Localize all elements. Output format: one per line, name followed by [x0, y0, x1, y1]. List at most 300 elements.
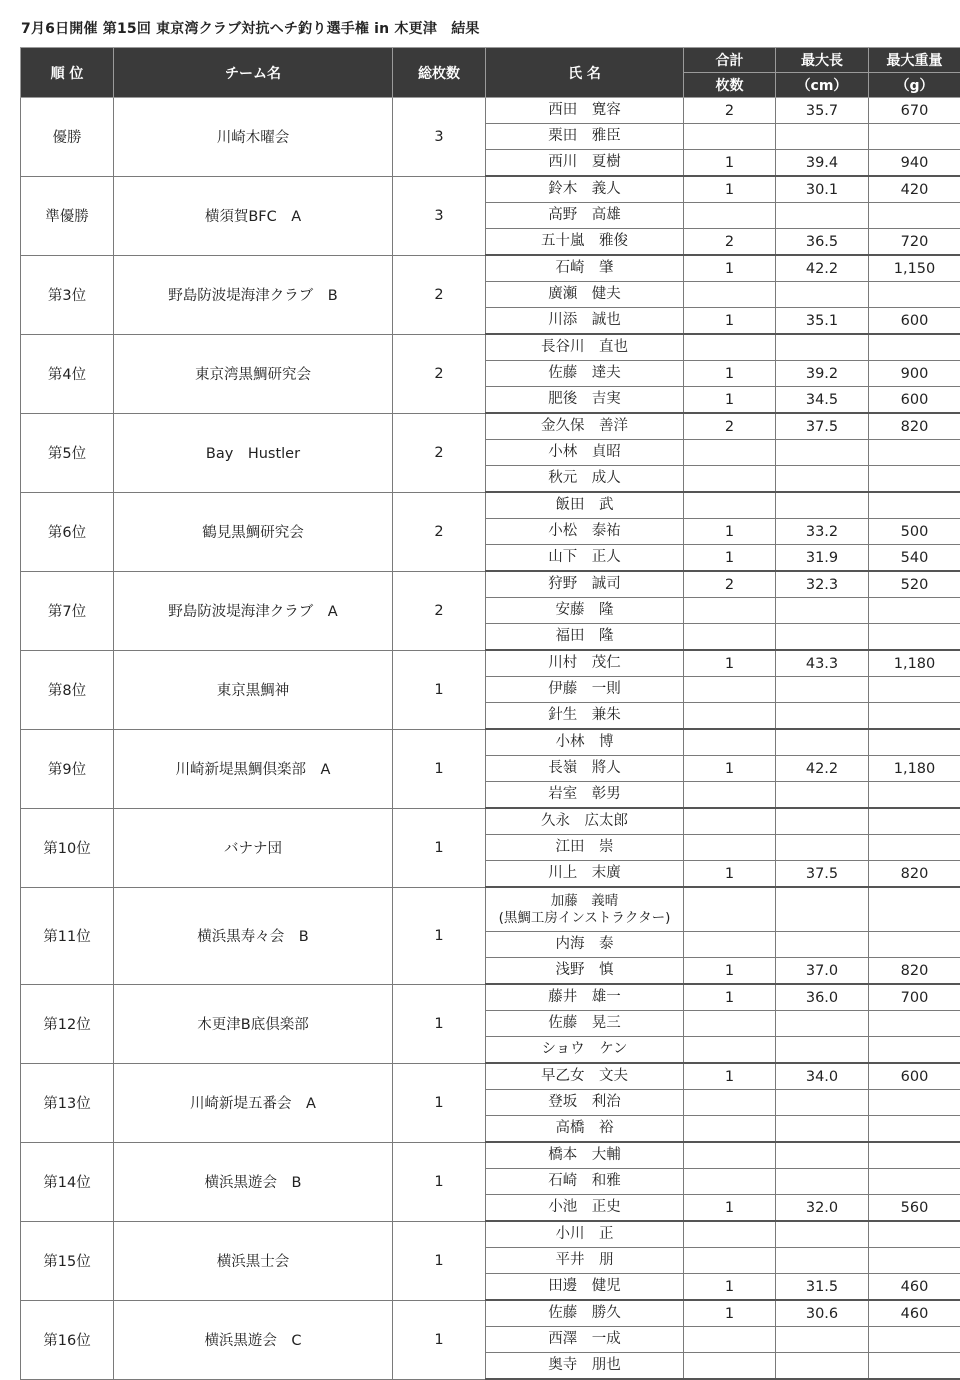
member-max-weight: 940 — [869, 150, 960, 177]
member-name: 藤井 雄一 — [548, 989, 621, 1005]
member-cell — [486, 729, 684, 756]
member-max-length — [776, 835, 869, 861]
member-max-length — [776, 782, 869, 809]
member-max-length — [776, 1353, 869, 1380]
team-name: 横浜黒士会 — [114, 1221, 393, 1300]
team-total: 1 — [393, 650, 486, 729]
table-row — [21, 98, 960, 124]
member-count: 2 — [684, 413, 776, 440]
member-name: 西川 夏樹 — [548, 154, 621, 170]
team-total: 1 — [393, 1221, 486, 1300]
team-rank: 第13位 — [21, 1063, 114, 1142]
member-count: 1 — [684, 545, 776, 572]
member-count: 1 — [684, 1300, 776, 1327]
member-name: 肥後 吉実 — [548, 391, 621, 407]
member-cell — [486, 255, 684, 282]
member-cell — [486, 677, 684, 703]
member-max-length: 37.5 — [776, 861, 869, 888]
team-total: 1 — [393, 1300, 486, 1379]
member-count — [684, 729, 776, 756]
member-count: 1 — [684, 984, 776, 1011]
member-cell — [486, 545, 684, 572]
member-max-weight — [869, 932, 960, 958]
member-count — [684, 334, 776, 361]
member-max-weight — [869, 1248, 960, 1274]
team-name: 東京湾黒鯛研究会 — [114, 334, 393, 413]
member-cell — [486, 756, 684, 782]
member-max-weight — [869, 1142, 960, 1169]
member-max-weight — [869, 282, 960, 308]
team-rank: 第9位 — [21, 729, 114, 808]
member-name: ショウ ケン — [542, 1041, 628, 1057]
member-count — [684, 1169, 776, 1195]
member-name: 平井 朋 — [556, 1252, 614, 1268]
member-count — [684, 808, 776, 835]
header-weight-top: 最大重量 — [869, 48, 960, 73]
team-total: 1 — [393, 1142, 486, 1221]
member-name: 小林 博 — [556, 734, 614, 750]
table-body — [21, 98, 960, 1380]
member-name: 栗田 雅臣 — [548, 128, 621, 144]
member-cell — [486, 835, 684, 861]
team-total: 2 — [393, 492, 486, 571]
member-count — [684, 1090, 776, 1116]
member-name: 早乙女 文夫 — [541, 1068, 628, 1084]
member-max-weight — [869, 1327, 960, 1353]
member-max-length: 35.1 — [776, 308, 869, 335]
member-max-weight — [869, 677, 960, 703]
member-count: 1 — [684, 861, 776, 888]
member-max-length — [776, 1221, 869, 1248]
member-max-weight — [869, 492, 960, 519]
member-note: (黒鯛工房インストラクター) — [486, 910, 683, 927]
member-max-weight — [869, 782, 960, 809]
member-max-length — [776, 334, 869, 361]
header-length-bottom: （cm） — [776, 73, 869, 98]
team-name: 横須賀BFC A — [114, 176, 393, 255]
member-cell — [486, 413, 684, 440]
member-max-length — [776, 729, 869, 756]
member-max-length — [776, 1169, 869, 1195]
member-count: 1 — [684, 308, 776, 335]
member-cell — [486, 361, 684, 387]
table-row — [21, 808, 960, 835]
table-row — [21, 571, 960, 598]
member-max-weight: 540 — [869, 545, 960, 572]
member-cell — [486, 887, 684, 932]
member-count — [684, 466, 776, 493]
member-name: 田邊 健児 — [548, 1278, 621, 1294]
member-cell — [486, 703, 684, 730]
table-header — [21, 48, 960, 98]
member-max-weight: 500 — [869, 519, 960, 545]
member-cell — [486, 282, 684, 308]
team-rank: 準優勝 — [21, 176, 114, 255]
member-max-length — [776, 1116, 869, 1143]
team-rank: 第5位 — [21, 413, 114, 492]
member-count — [684, 440, 776, 466]
member-name: 小林 貞昭 — [548, 444, 621, 460]
team-rank: 第7位 — [21, 571, 114, 650]
member-count — [684, 624, 776, 651]
member-name: 伊藤 一則 — [548, 681, 621, 697]
member-max-length: 31.5 — [776, 1274, 869, 1301]
team-name: 横浜黒遊会 C — [114, 1300, 393, 1379]
member-count — [684, 703, 776, 730]
member-count: 1 — [684, 1063, 776, 1090]
member-name: 山下 正人 — [548, 549, 621, 565]
table-row — [21, 255, 960, 282]
member-count — [684, 677, 776, 703]
member-name: 廣瀬 健夫 — [548, 286, 621, 302]
member-count — [684, 1116, 776, 1143]
member-name: 西澤 一成 — [548, 1331, 621, 1347]
member-max-weight: 720 — [869, 229, 960, 256]
member-count — [684, 1327, 776, 1353]
member-count — [684, 1037, 776, 1064]
header-count-bottom: 枚数 — [684, 73, 776, 98]
header-rank: 順 位 — [21, 48, 114, 98]
member-max-weight: 820 — [869, 958, 960, 985]
member-max-weight: 1,150 — [869, 255, 960, 282]
header-total: 総枚数 — [393, 48, 486, 98]
member-max-length — [776, 492, 869, 519]
member-name: 福田 隆 — [556, 628, 614, 644]
team-name: 野島防波堤海津クラブ B — [114, 255, 393, 334]
member-cell — [486, 1195, 684, 1222]
member-max-weight — [869, 1169, 960, 1195]
member-cell — [486, 958, 684, 985]
table-row — [21, 492, 960, 519]
team-total: 1 — [393, 984, 486, 1063]
member-max-length — [776, 1011, 869, 1037]
member-max-weight — [869, 1221, 960, 1248]
member-cell — [486, 1169, 684, 1195]
team-name: バナナ団 — [114, 808, 393, 887]
member-count — [684, 932, 776, 958]
member-cell — [486, 861, 684, 888]
member-count: 1 — [684, 756, 776, 782]
member-count: 1 — [684, 176, 776, 203]
member-max-weight — [869, 1037, 960, 1064]
member-name: 佐藤 晃三 — [548, 1015, 621, 1031]
member-name: 石崎 和雅 — [548, 1173, 621, 1189]
member-name: 高野 高雄 — [548, 207, 621, 223]
member-cell — [486, 624, 684, 651]
header-team: チーム名 — [114, 48, 393, 98]
team-total: 3 — [393, 176, 486, 255]
member-max-length: 34.5 — [776, 387, 869, 414]
member-cell — [486, 571, 684, 598]
member-cell — [486, 519, 684, 545]
member-cell — [486, 98, 684, 124]
member-name: 安藤 隆 — [556, 602, 614, 618]
member-name: 川村 茂仁 — [548, 655, 621, 671]
member-count: 1 — [684, 958, 776, 985]
member-cell — [486, 932, 684, 958]
member-count — [684, 492, 776, 519]
member-cell — [486, 203, 684, 229]
member-max-weight — [869, 1090, 960, 1116]
team-total: 1 — [393, 887, 486, 984]
member-name: 小池 正史 — [548, 1199, 621, 1215]
member-name: 石崎 肇 — [556, 260, 614, 276]
member-max-weight — [869, 835, 960, 861]
member-count — [684, 1248, 776, 1274]
team-total: 3 — [393, 98, 486, 177]
header-length-top: 最大長 — [776, 48, 869, 73]
member-name: 佐藤 達夫 — [548, 365, 621, 381]
member-max-length — [776, 1142, 869, 1169]
member-max-weight — [869, 624, 960, 651]
member-max-weight: 460 — [869, 1300, 960, 1327]
member-count — [684, 1353, 776, 1380]
team-rank: 第8位 — [21, 650, 114, 729]
member-max-weight: 600 — [869, 387, 960, 414]
member-max-weight — [869, 1011, 960, 1037]
member-max-length — [776, 1248, 869, 1274]
member-max-length: 32.3 — [776, 571, 869, 598]
member-name: 佐藤 勝久 — [548, 1305, 621, 1321]
member-max-length — [776, 677, 869, 703]
member-cell — [486, 598, 684, 624]
member-name: 金久保 善洋 — [541, 418, 628, 434]
team-name: 野島防波堤海津クラブ A — [114, 571, 393, 650]
member-max-length: 42.2 — [776, 255, 869, 282]
member-count — [684, 782, 776, 809]
member-max-weight: 700 — [869, 984, 960, 1011]
member-max-weight: 460 — [869, 1274, 960, 1301]
member-cell — [486, 308, 684, 335]
member-count: 1 — [684, 650, 776, 677]
member-cell — [486, 334, 684, 361]
member-name: 長嶺 將人 — [548, 760, 621, 776]
table-row — [21, 1300, 960, 1327]
member-count — [684, 598, 776, 624]
member-name: 奥寺 朋也 — [548, 1357, 621, 1373]
member-cell — [486, 492, 684, 519]
table-row — [21, 1221, 960, 1248]
member-max-weight: 600 — [869, 1063, 960, 1090]
member-cell — [486, 440, 684, 466]
member-max-length: 30.6 — [776, 1300, 869, 1327]
team-rank: 優勝 — [21, 98, 114, 177]
member-max-length — [776, 598, 869, 624]
member-cell — [486, 1011, 684, 1037]
member-max-weight: 820 — [869, 861, 960, 888]
team-name: 川崎木曜会 — [114, 98, 393, 177]
member-max-weight — [869, 1353, 960, 1380]
team-rank: 第14位 — [21, 1142, 114, 1221]
member-max-length — [776, 932, 869, 958]
table-row — [21, 334, 960, 361]
member-cell — [486, 1116, 684, 1143]
table-row — [21, 413, 960, 440]
team-name: 川崎新堤五番会 A — [114, 1063, 393, 1142]
member-cell — [486, 124, 684, 150]
member-max-length: 37.5 — [776, 413, 869, 440]
member-max-weight — [869, 1116, 960, 1143]
member-max-length — [776, 203, 869, 229]
member-count — [684, 1221, 776, 1248]
member-name: 久永 広太郎 — [541, 813, 628, 829]
table-row — [21, 176, 960, 203]
member-count — [684, 282, 776, 308]
team-total: 1 — [393, 729, 486, 808]
member-name: 小松 泰祐 — [548, 523, 621, 539]
member-count — [684, 835, 776, 861]
member-count: 1 — [684, 150, 776, 177]
member-cell — [486, 1300, 684, 1327]
member-max-length: 33.2 — [776, 519, 869, 545]
header-weight-bottom: （g） — [869, 73, 960, 98]
member-max-weight: 420 — [869, 176, 960, 203]
member-max-weight: 820 — [869, 413, 960, 440]
member-max-weight — [869, 334, 960, 361]
member-name: 狩野 誠司 — [548, 576, 621, 592]
table-row — [21, 729, 960, 756]
member-max-length — [776, 440, 869, 466]
header-name: 氏 名 — [486, 48, 684, 98]
member-count — [684, 124, 776, 150]
member-max-length: 31.9 — [776, 545, 869, 572]
member-cell — [486, 650, 684, 677]
member-name: 長谷川 直也 — [541, 339, 628, 355]
member-cell — [486, 1248, 684, 1274]
member-max-length: 39.4 — [776, 150, 869, 177]
member-cell — [486, 1353, 684, 1380]
member-max-length — [776, 282, 869, 308]
member-name: 登坂 利治 — [548, 1094, 621, 1110]
member-max-length: 30.1 — [776, 176, 869, 203]
table-row — [21, 887, 960, 932]
team-rank: 第3位 — [21, 255, 114, 334]
member-name: 針生 兼朱 — [548, 707, 621, 723]
member-cell — [486, 808, 684, 835]
member-cell — [486, 1327, 684, 1353]
member-count: 1 — [684, 1195, 776, 1222]
member-max-weight: 600 — [869, 308, 960, 335]
member-max-length: 43.3 — [776, 650, 869, 677]
member-count: 1 — [684, 1274, 776, 1301]
member-count — [684, 203, 776, 229]
member-name: 加藤 義晴 — [486, 893, 683, 910]
member-cell — [486, 1221, 684, 1248]
member-max-weight: 520 — [869, 571, 960, 598]
member-max-length — [776, 1037, 869, 1064]
member-max-length — [776, 887, 869, 932]
member-max-length — [776, 703, 869, 730]
team-rank: 第4位 — [21, 334, 114, 413]
member-count: 1 — [684, 255, 776, 282]
team-total: 2 — [393, 255, 486, 334]
member-max-weight: 560 — [869, 1195, 960, 1222]
team-name: 東京黒鯛神 — [114, 650, 393, 729]
member-max-length — [776, 466, 869, 493]
team-total: 1 — [393, 1063, 486, 1142]
member-max-length — [776, 1090, 869, 1116]
member-name: 川上 末廣 — [548, 865, 621, 881]
member-max-length — [776, 124, 869, 150]
member-name: 飯田 武 — [556, 497, 614, 513]
member-max-weight: 900 — [869, 361, 960, 387]
member-count: 1 — [684, 387, 776, 414]
member-max-length — [776, 624, 869, 651]
member-cell — [486, 1090, 684, 1116]
member-cell — [486, 984, 684, 1011]
member-count: 2 — [684, 98, 776, 124]
team-rank: 第15位 — [21, 1221, 114, 1300]
team-rank: 第10位 — [21, 808, 114, 887]
team-total: 2 — [393, 571, 486, 650]
member-name: 西田 寛容 — [548, 102, 621, 118]
header-count-top: 合計 — [684, 48, 776, 73]
member-count: 1 — [684, 361, 776, 387]
member-count — [684, 1011, 776, 1037]
member-max-weight — [869, 466, 960, 493]
member-max-length: 37.0 — [776, 958, 869, 985]
member-max-weight: 1,180 — [869, 756, 960, 782]
member-count: 1 — [684, 519, 776, 545]
table-row — [21, 1142, 960, 1169]
member-name: 高橋 裕 — [556, 1120, 614, 1136]
member-max-length: 34.0 — [776, 1063, 869, 1090]
member-max-length: 39.2 — [776, 361, 869, 387]
member-max-weight — [869, 808, 960, 835]
member-name: 五十嵐 雅俊 — [541, 233, 628, 249]
member-max-weight — [869, 440, 960, 466]
member-cell — [486, 1142, 684, 1169]
team-total: 2 — [393, 334, 486, 413]
member-cell — [486, 466, 684, 493]
member-cell — [486, 176, 684, 203]
member-name: 橋本 大輔 — [548, 1147, 621, 1163]
team-rank: 第12位 — [21, 984, 114, 1063]
member-name: 秋元 成人 — [548, 470, 621, 486]
team-name: 横浜黒寿々会 B — [114, 887, 393, 984]
member-count: 2 — [684, 229, 776, 256]
member-cell — [486, 229, 684, 256]
team-rank: 第11位 — [21, 887, 114, 984]
team-total: 2 — [393, 413, 486, 492]
results-table — [20, 47, 960, 1380]
table-row — [21, 650, 960, 677]
member-max-weight — [869, 124, 960, 150]
team-name: 木更津B底倶楽部 — [114, 984, 393, 1063]
member-max-length: 36.5 — [776, 229, 869, 256]
member-name: 小川 正 — [556, 1226, 614, 1242]
member-max-length — [776, 1327, 869, 1353]
member-max-length — [776, 808, 869, 835]
team-rank: 第16位 — [21, 1300, 114, 1379]
member-max-weight: 670 — [869, 98, 960, 124]
member-name: 鈴木 義人 — [548, 181, 621, 197]
table-row — [21, 984, 960, 1011]
member-cell — [486, 1037, 684, 1064]
member-name: 岩室 彰男 — [548, 786, 621, 802]
member-name: 川添 誠也 — [548, 312, 621, 328]
team-rank: 第6位 — [21, 492, 114, 571]
member-max-length: 42.2 — [776, 756, 869, 782]
member-max-weight — [869, 203, 960, 229]
team-total: 1 — [393, 808, 486, 887]
member-count: 2 — [684, 571, 776, 598]
member-cell — [486, 782, 684, 809]
table-row — [21, 1063, 960, 1090]
member-max-length: 32.0 — [776, 1195, 869, 1222]
member-max-length: 35.7 — [776, 98, 869, 124]
member-name: 江田 崇 — [556, 839, 614, 855]
